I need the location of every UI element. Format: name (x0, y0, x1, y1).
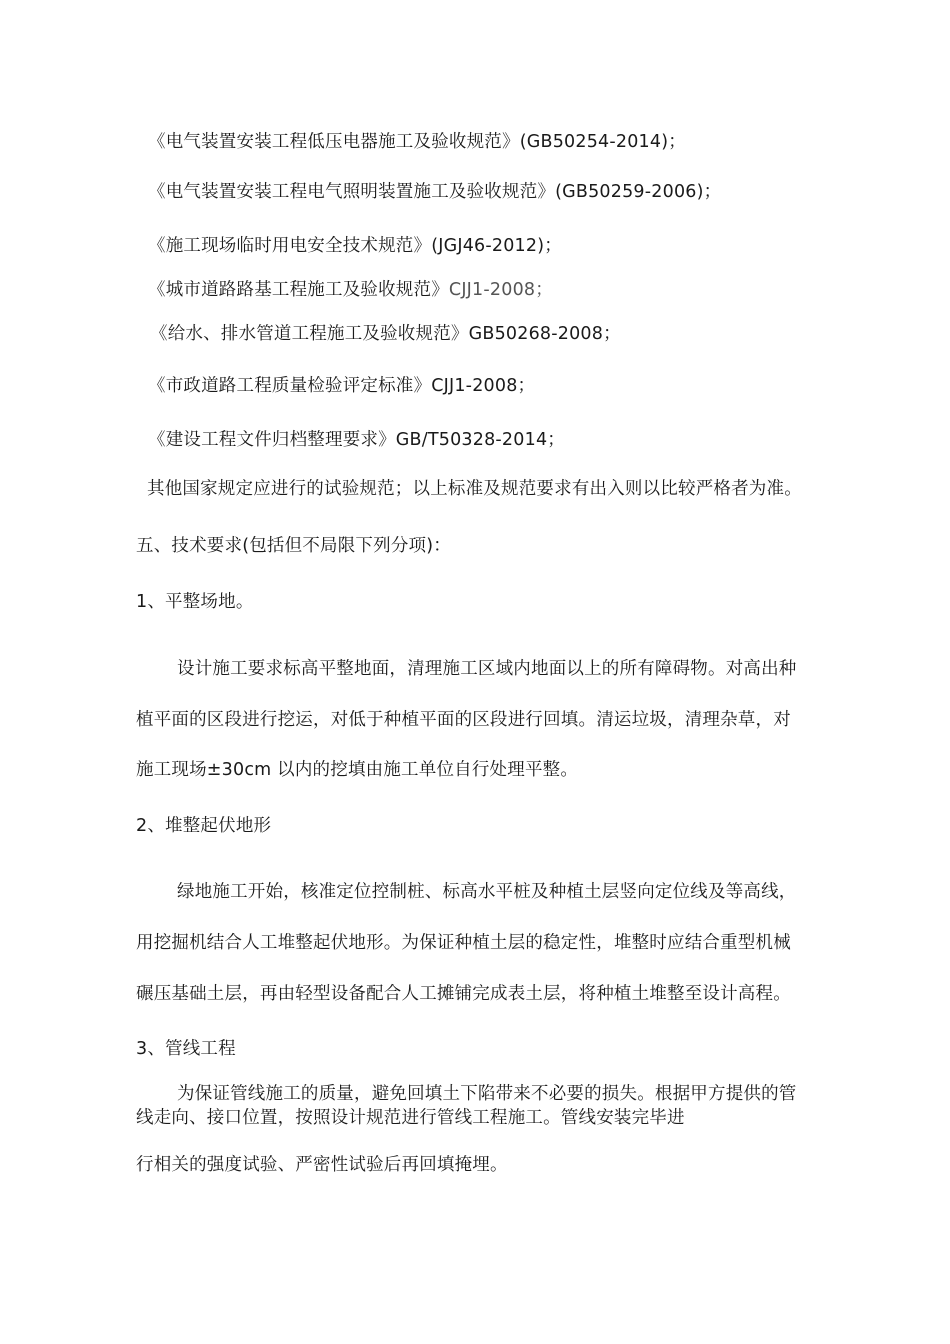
section-heading: 五、技术要求(包括但不局限下列分项)： (136, 536, 451, 556)
item-3-line-3: 行相关的强度试验、严密性试验后再回填掩埋。 (136, 1155, 508, 1175)
standard-line-7: 《建设工程文件归档整理要求》GB/T50328-2014； (148, 430, 565, 450)
item-1-line-3: 施工现场±30cm 以内的挖填由施工单位自行处理平整。 (136, 760, 579, 780)
standard-line-6: 《市政道路工程质量检验评定标准》CJJ1-2008； (148, 376, 536, 396)
standard-line-1: 《电气装置安装工程低压电器施工及验收规范》(GB50254-2014)； (148, 132, 686, 152)
standard-line-4 (148, 278, 553, 302)
item-2-line-2: 用挖掘机结合人工堆整起伏地形。为保证种植土层的稳定性，堆整时应结合重型机械 (136, 933, 791, 953)
standard-code: CJJ1-2008； (448, 280, 553, 300)
standard-line-5: 《给水、排水管道工程施工及验收规范》GB50268-2008； (150, 324, 621, 344)
item-1-line-2: 植平面的区段进行挖运，对低于种植平面的区段进行回填。清运垃圾，清理杂草，对 (136, 710, 791, 730)
standard-note: 其他国家规定应进行的试验规范；以上标准及规范要求有出入则以比较严格者为准。 (147, 479, 802, 499)
item-1-heading: 1、平整场地。 (136, 592, 254, 612)
item-3-line-1: 为保证管线施工的质量，避免回填土下陷带来不必要的损失。根据甲方提供的管 (177, 1084, 797, 1104)
item-2-line-3: 碾压基础土层，再由轻型设备配合人工摊铺完成表土层，将种植土堆整至设计高程。 (136, 984, 791, 1004)
standard-title: 《城市道路路基工程施工及验收规范》 (148, 280, 449, 300)
item-2-line-1: 绿地施工开始，核准定位控制桩、标高水平桩及种植土层竖向定位线及等高线， (177, 882, 797, 902)
standard-line-3: 《施工现场临时用电安全技术规范》(JGJ46-2012)； (148, 236, 562, 256)
item-3-line-2: 线走向、接口位置，按照设计规范进行管线工程施工。管线安装完毕进 (136, 1108, 685, 1128)
item-1-line-1: 设计施工要求标高平整地面，清理施工区域内地面以上的所有障碍物。对高出种 (177, 659, 797, 679)
standard-line-2: 《电气装置安装工程电气照明装置施工及验收规范》(GB50259-2006)； (148, 182, 722, 202)
item-2-heading: 2、堆整起伏地形 (136, 816, 272, 836)
item-3-heading: 3、管线工程 (136, 1039, 236, 1059)
